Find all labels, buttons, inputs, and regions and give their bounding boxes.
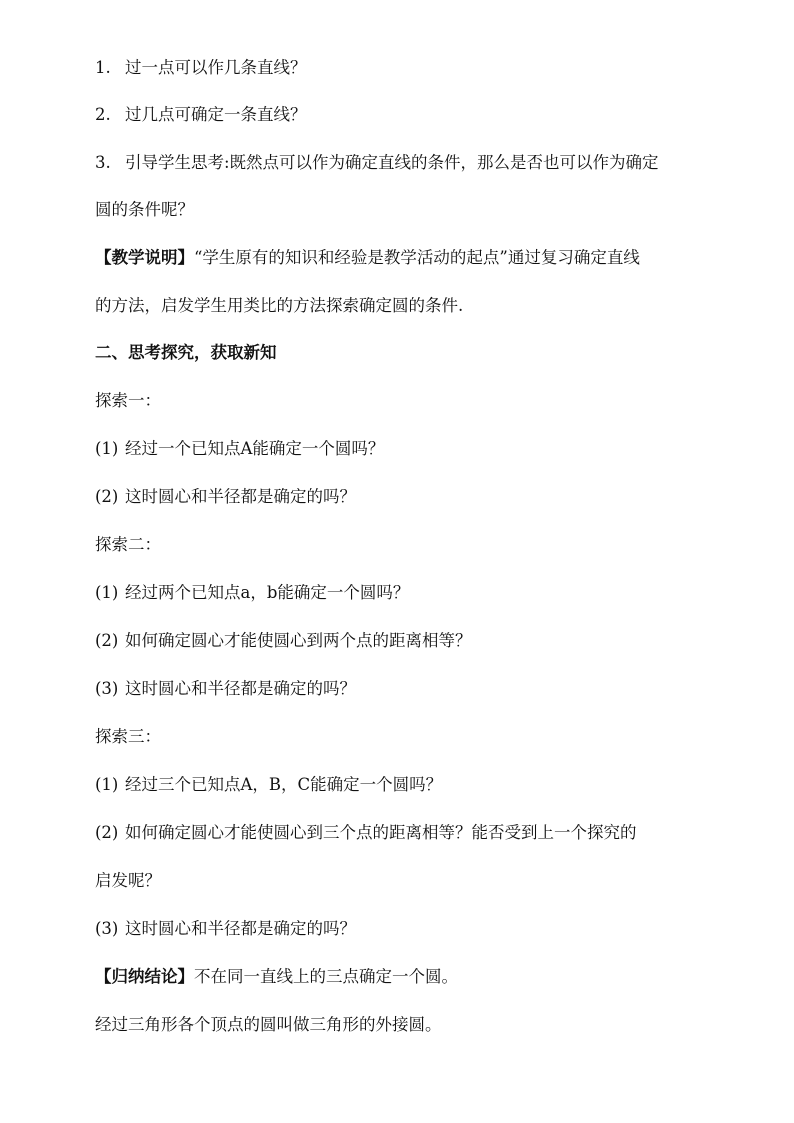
item-number: (1) bbox=[95, 439, 119, 458]
item-number: (2) bbox=[95, 631, 119, 650]
item-text: 经过三个已知点A，B，C能确定一个圆吗？ bbox=[125, 775, 443, 794]
item-text: 启发呢？ bbox=[95, 871, 161, 890]
question-number: 3. bbox=[95, 153, 111, 172]
explore-2-title: 探索二： bbox=[95, 535, 161, 554]
teaching-note-tag: 【教学说明】 bbox=[95, 248, 194, 267]
teaching-note-text: 的方法，启发学生用类比的方法探索确定圆的条件. bbox=[95, 296, 464, 315]
item-number: (2) bbox=[95, 823, 119, 842]
review-question-3-continued bbox=[95, 199, 745, 221]
explore-3-item-1 bbox=[95, 774, 745, 796]
item-number: (3) bbox=[95, 919, 119, 938]
item-text: 如何确定圆心才能使圆心到三个点的距离相等？能否受到上一个探究的 bbox=[125, 823, 637, 842]
item-number: (2) bbox=[95, 487, 119, 506]
question-text: 过几点可确定一条直线？ bbox=[125, 105, 307, 124]
item-number: (1) bbox=[95, 583, 119, 602]
explore-1-item-2 bbox=[95, 486, 745, 508]
review-question-1 bbox=[95, 57, 745, 79]
item-number: (1) bbox=[95, 775, 119, 794]
teaching-note bbox=[95, 247, 745, 269]
explore-2-item-2 bbox=[95, 630, 745, 652]
teaching-note-continued bbox=[95, 295, 745, 317]
explore-1-title: 探索一： bbox=[95, 391, 161, 410]
question-text: 圆的条件呢？ bbox=[95, 200, 194, 219]
item-text: 这时圆心和半径都是确定的吗？ bbox=[125, 919, 356, 938]
question-text: 过一点可以作几条直线？ bbox=[125, 58, 307, 77]
definition: 经过三角形各个顶点的圆叫做三角形的外接圆。 bbox=[95, 1015, 442, 1034]
item-text: 如何确定圆心才能使圆心到两个点的距离相等？ bbox=[125, 631, 472, 650]
explore-1-item-1 bbox=[95, 438, 745, 460]
explore-2-item-1 bbox=[95, 582, 745, 604]
explore-3-item-3 bbox=[95, 918, 745, 940]
conclusion-tag: 【归纳结论】 bbox=[95, 967, 194, 986]
review-question-3 bbox=[95, 152, 745, 174]
item-text: 经过两个已知点a，b能确定一个圆吗？ bbox=[125, 583, 410, 602]
question-number: 1. bbox=[95, 58, 111, 77]
explore-3-item-2-continued bbox=[95, 870, 745, 892]
item-text: 这时圆心和半径都是确定的吗？ bbox=[125, 679, 356, 698]
explore-3-title: 探索三： bbox=[95, 727, 161, 746]
explore-2-item-3 bbox=[95, 678, 745, 700]
conclusion-text: 不在同一直线上的三点确定一个圆。 bbox=[194, 967, 458, 986]
item-text: 这时圆心和半径都是确定的吗？ bbox=[125, 487, 356, 506]
question-text: 引导学生思考:既然点可以作为确定直线的条件，那么是否也可以作为确定 bbox=[125, 153, 659, 172]
conclusion bbox=[95, 966, 745, 988]
section-heading: 二、思考探究，获取新知 bbox=[95, 343, 277, 362]
review-question-2 bbox=[95, 104, 745, 126]
teaching-note-text: “学生原有的知识和经验是教学活动的起点”通过复习确定直线 bbox=[194, 248, 640, 267]
question-number: 2. bbox=[95, 105, 111, 124]
explore-3-item-2 bbox=[95, 822, 745, 844]
item-number: (3) bbox=[95, 679, 119, 698]
item-text: 经过一个已知点A能确定一个圆吗？ bbox=[125, 439, 385, 458]
